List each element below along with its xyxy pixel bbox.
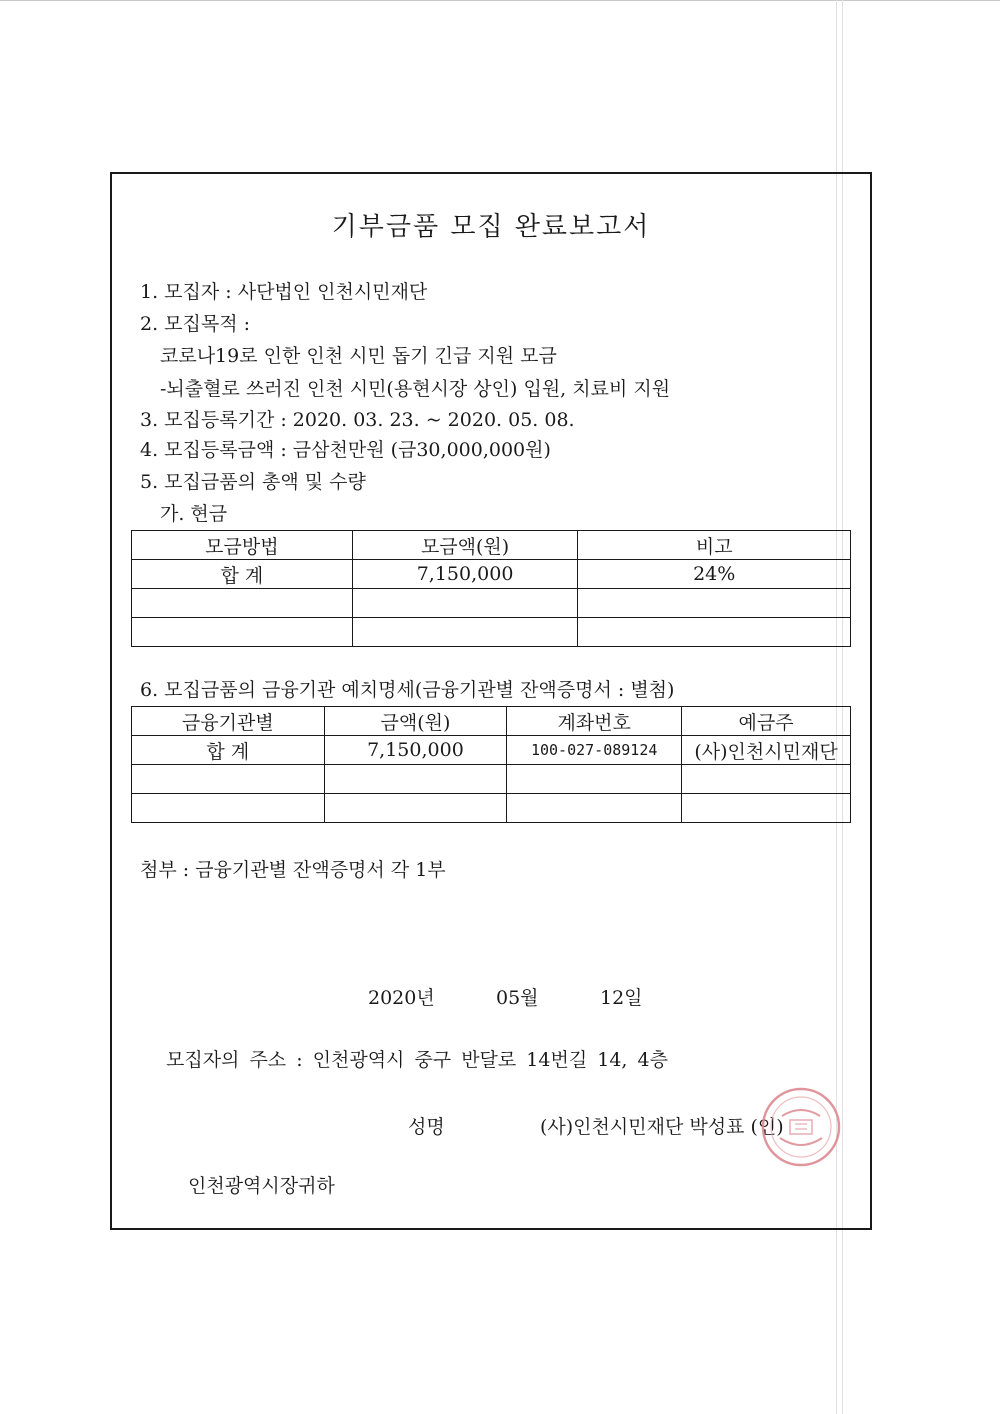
table-cell: 7,150,000 [324,736,507,765]
item-purpose-label: 2. 모집목적 : [140,313,251,335]
table-row [132,560,851,589]
table-header-cell: 비고 [578,531,851,560]
table-row [132,765,851,794]
item-amount: 4. 모집등록금액 : 금삼천만원 (금30,000,000원) [140,439,551,461]
table-cell [132,589,353,618]
table-row [132,736,851,765]
section6-title: 6. 모집금품의 금융기관 예치명세(금융기관별 잔액증명서 : 별첨) [140,679,675,701]
table-cell [682,765,851,794]
item-collector: 1. 모집자 : 사단법인 인천시민재단 [140,281,428,303]
table-cell [352,589,578,618]
table-header-row [132,707,851,736]
table-cell [578,589,851,618]
table-header-cell: 예금주 [682,707,851,736]
table-header-cell: 금융기관별 [132,707,325,736]
table-header-cell: 모금방법 [132,531,353,560]
table-header-row [132,531,851,560]
item-purpose-detail: -뇌출혈로 쓰러진 인천 시민(용현시장 상인) 입원, 치료비 지원 [160,378,671,400]
date-day: 12일 [600,987,643,1009]
table-cell [324,794,507,823]
bank-table [131,706,851,823]
table-row [132,794,851,823]
collector-address: 모집자의 주소 : 인천광역시 중구 반달로 14번길 14, 4층 [166,1049,668,1071]
table-cell [132,618,353,647]
date-month: 05월 [496,987,539,1009]
table-cell: 100-027-089124 [507,736,682,765]
signature-name: (사)인천시민재단 박성표 (인) [540,1116,784,1138]
table-cell: (사)인천시민재단 [682,736,851,765]
table-cell [132,765,325,794]
table-cell: 합 계 [132,736,325,765]
item-purpose-text: 코로나19로 인한 인천 시민 돕기 긴급 지원 모금 [160,345,557,367]
item-cash-label: 가. 현금 [160,503,228,525]
signature-label: 성명 [408,1116,445,1138]
table-cell [507,794,682,823]
official-seal-icon [760,1086,842,1168]
table-header-cell: 계좌번호 [507,707,682,736]
table-cell: 24% [578,560,851,589]
table-cell [578,618,851,647]
table-cell [324,765,507,794]
table-cell [352,618,578,647]
table-cell: 합 계 [132,560,353,589]
table-cell: 7,150,000 [352,560,578,589]
table-row [132,618,851,647]
cash-table [131,530,851,647]
table-header-cell: 금액(원) [324,707,507,736]
addressee: 인천광역시장귀하 [188,1175,335,1197]
table-cell [132,794,325,823]
date-year: 2020년 [368,987,435,1009]
scan-edge-line [0,0,1000,1]
attachment-note: 첨부 : 금융기관별 잔액증명서 각 1부 [140,859,446,881]
table-header-cell: 모금액(원) [352,531,578,560]
item-total-label: 5. 모집금품의 총액 및 수량 [140,471,366,493]
table-row [132,589,851,618]
table-cell [507,765,682,794]
document-title: 기부금품 모집 완료보고서 [331,212,651,242]
table-cell [682,794,851,823]
item-period: 3. 모집등록기간 : 2020. 03. 23. ~ 2020. 05. 08. [140,409,575,431]
